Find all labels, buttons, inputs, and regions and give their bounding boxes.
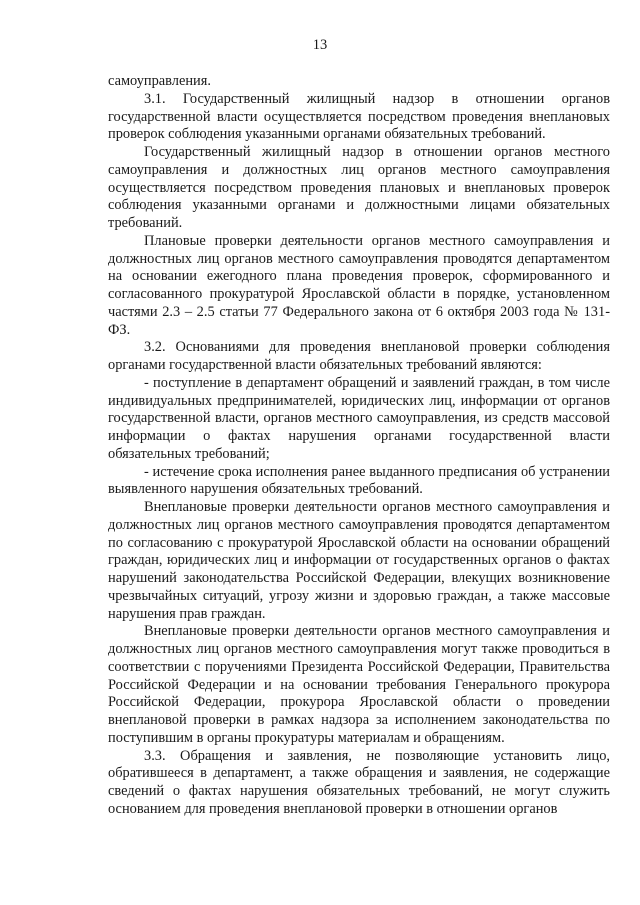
paragraph-unplanned-inspections-orders: Внеплановые проверки деятельности органов местного самоуправления и должностных лиц органов местного самоуправления могут также проводиться в соответствии с поручениями Президента Российской Федерации, Правительства Российской Федерации и на основании требования Генерального прокурора Российской Федерации, прокурора Ярославской области о проведении внеплановой проверки в рамках надзора за исполнением законодательства по поступившим в органы прокуратуры материалам и обращениям. [108, 623, 610, 746]
paragraph-local-government-supervision: Государственный жилищный надзор в отношении органов местного самоуправления и должностных лиц органов местного самоуправления осуществляется посредством проведения плановых и внеплановых проверок соблюдения указанными органами и должностными лицами обязательных требований. [108, 144, 610, 231]
document-body [108, 73, 610, 819]
paragraph-section-3-3: 3.3. Обращения и заявления, не позволяющие установить лицо, обратившееся в департамент, а также обращения и заявления, не содержащие сведений о фактах нарушения обязательных требований, не могут служить основанием для проведения внеплановой проверки в отношении органов [108, 747, 610, 817]
list-item-complaints: - поступление в департамент обращений и заявлений граждан, в том числе индивидуальных предпринимателей, юридических лиц, информации от органов государственной власти, органов местного самоуправления, из средств массовой информации о фактах нарушения органами государственной власти обязательных требований; [108, 374, 610, 462]
paragraph-unplanned-inspections: Внеплановые проверки деятельности органов местного самоуправления и должностных лиц органов местного самоуправления проводятся департаментом по согласованию с прокуратурой Ярославской области на основании обращений граждан, юридических лиц и информации от государственных органов о фактах нарушений законодательства Российской Федерации, влекущих возникновение чрезвычайных ситуаций, угрозу жизни и здоровью граждан, а также массовые нарушения прав граждан. [108, 499, 610, 622]
page-number: 13 [312, 37, 328, 53]
paragraph-continuation: самоуправления. [108, 73, 211, 89]
list-item-deadline-expiry: - истечение срока исполнения ранее выданного предписания об устранении выявленного нарушения обязательных требований. [108, 463, 610, 498]
paragraph-planned-inspections: Плановые проверки деятельности органов местного самоуправления и должностных лиц органов местного самоуправления проводятся департаментом на основании ежегодного плана проведения проверок, сформированного и согласованного прокуратурой Ярославской области в порядке, установленном частями 2.3 – 2.5 статьи 77 Федерального закона от 6 октября 2003 года № 131-ФЗ. [108, 232, 610, 338]
paragraph-section-3-1: 3.1. Государственный жилищный надзор в отношении органов государственной власти осуществляется посредством проведения внеплановых проверок соблюдения указанными органами обязательных требований. [108, 90, 610, 143]
paragraph-section-3-2: 3.2. Основаниями для проведения внеплановой проверки соблюдения органами государственной власти обязательных требований являются: [108, 339, 610, 373]
